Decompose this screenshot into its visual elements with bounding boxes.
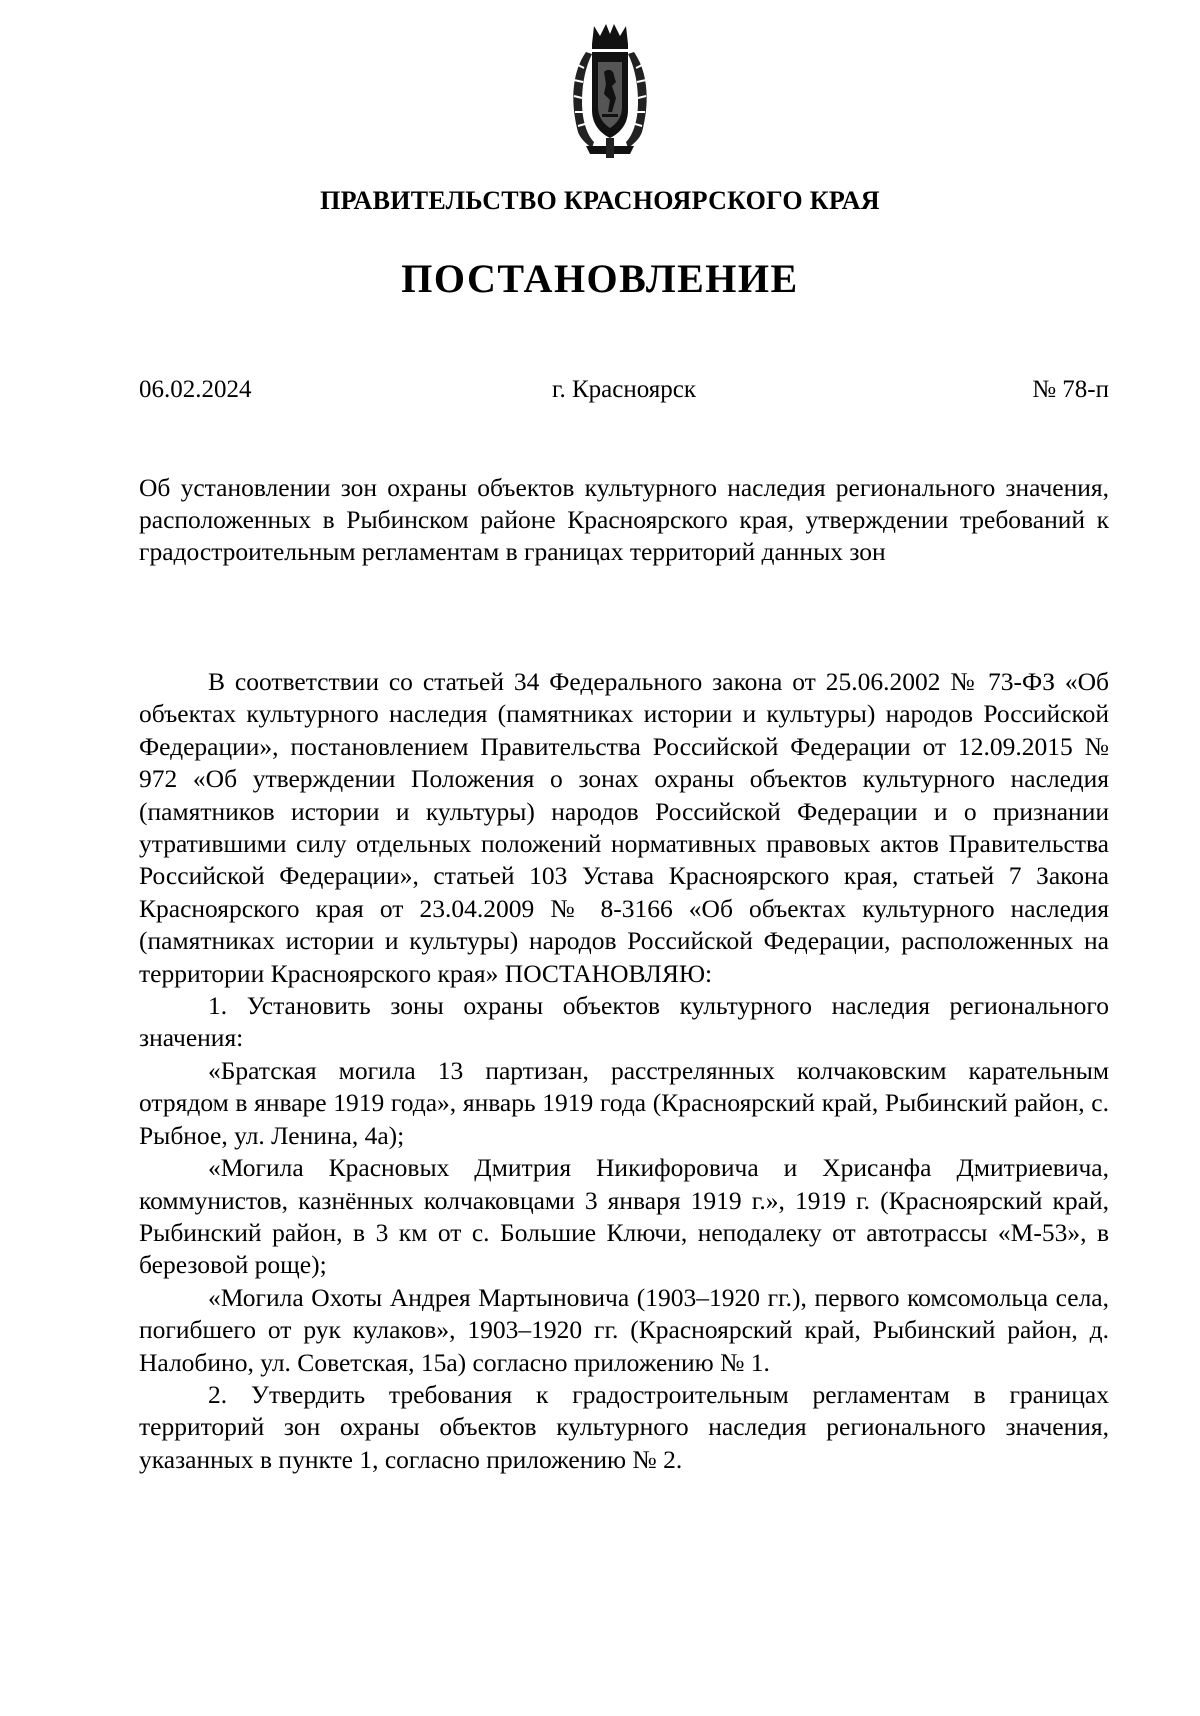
document-title: Об установлении зон охраны объектов культурного наследия регионального значения, расположенных в Рыбинском районе Красноярского края, утверждении требований к градостроительным регламентам в границах территорий данных зон: [139, 473, 1109, 566]
document-number: № 78-п: [1032, 376, 1109, 403]
object-1-paragraph: «Братская могила 13 партизан, расстрелянных колчаковским карательным отрядом в январе 1919 года», январь 1919 года (Красноярский край, Рыбинский район, с. Рыбное, ул. Ленина, 4а);: [139, 1055, 1109, 1150]
document-body: [139, 666, 1109, 1476]
clause-2-paragraph: 2. Утвердить требования к градостроительным регламентам в границах территорий зон охраны объектов культурного наследия регионального значения, указанных в пункте 1, согласно приложению № 2.: [139, 1379, 1109, 1474]
clause-1-paragraph: 1. Установить зоны охраны объектов культурного наследия регионального значения:: [139, 991, 1109, 1053]
organization-name: ПРАВИТЕЛЬСТВО КРАСНОЯРСКОГО КРАЯ: [320, 186, 880, 215]
object-2-paragraph: «Могила Красновых Дмитрия Никифоровича и Хрисанфа Дмитриевича, коммунистов, казнённых колчаковцами 3 января 1919 г.», 1919 г. (Красноярский край, Рыбинский район, в 3 км от с. Большие Ключи, неподалеку от автотрассы «М-53», в березовой роще);: [139, 1153, 1109, 1280]
document-date: 06.02.2024: [139, 376, 252, 403]
preamble-paragraph: В соответствии со статьей 34 Федерального закона от 25.06.2002 № 73-ФЗ «Об объектах культурного наследия (памятниках истории и культуры) народов Российской Федерации», постановлением Правительства Российской Федерации от 12.09.2015 № 972 «Об утверждении Положения о зонах охраны объектов культурного наследия (памятников истории и культуры) народов Российской Федерации и о признании утратившими силу отдельных положений нормативных правовых актов Правительства Российской Федерации», статьей 103 Устава Красноярского края, статьей 7 Закона Красноярского края от 23.04.2009 № 8-3166 «Об объектах культурного наследия (памятниках истории и культуры) народов Российской Федерации, расположенных на территории Красноярского края» ПОСТАНОВЛЯЮ:: [139, 667, 1109, 988]
document-type: ПОСТАНОВЛЕНИЕ: [401, 256, 799, 301]
coat-of-arms-icon: [566, 22, 654, 160]
object-3-paragraph: «Могила Охоты Андрея Мартыновича (1903–1920 гг.), первого комсомольца села, погибшего от рук кулаков», 1903–1920 гг. (Красноярский край, Рыбинский район, д. Налобино, ул. Советская, 15а) согласно приложению № 1.: [139, 1282, 1109, 1377]
document-city: г. Красноярск: [552, 376, 696, 403]
